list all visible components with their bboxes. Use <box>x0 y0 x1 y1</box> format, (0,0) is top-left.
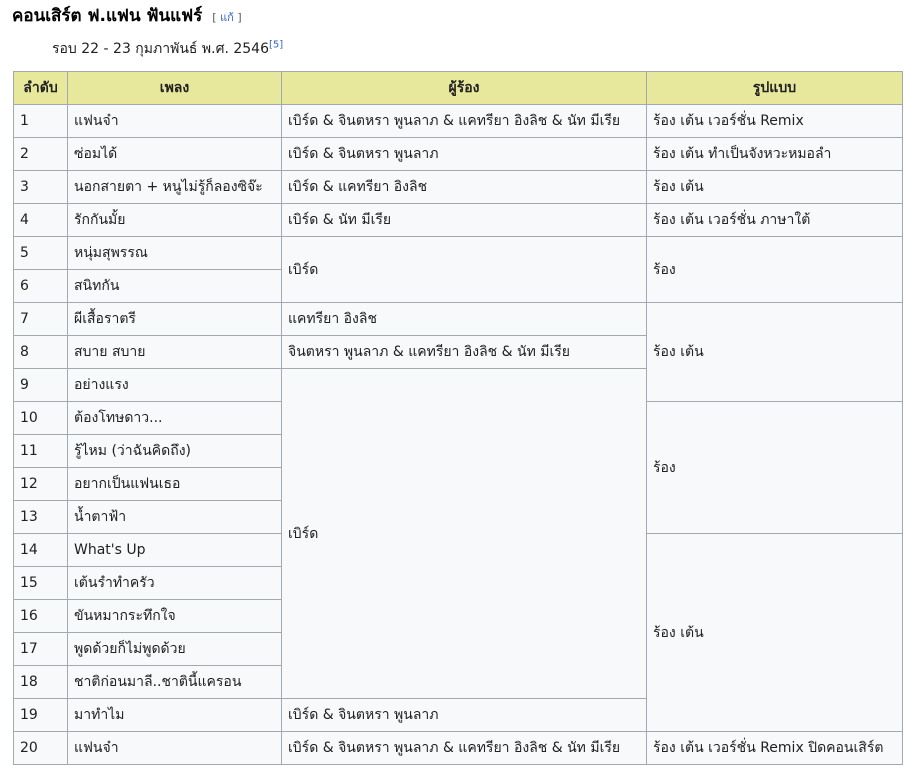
style-cell: ร้อง <box>647 237 903 303</box>
song-cell: มาทำไม <box>68 699 282 732</box>
table-row <box>14 171 903 204</box>
order-cell: 8 <box>14 336 68 369</box>
edit-bracket-close: ] <box>233 11 242 24</box>
order-cell: 16 <box>14 600 68 633</box>
order-cell: 6 <box>14 270 68 303</box>
song-cell: สนิทกัน <box>68 270 282 303</box>
order-cell: 4 <box>14 204 68 237</box>
order-cell: 10 <box>14 402 68 435</box>
singer-cell: เบิร์ด & จินตหรา พูนลาภ & แคทรียา อิงลิช & นัท มีเรีย <box>282 105 647 138</box>
edit-section-link[interactable]: แก้ <box>220 11 234 24</box>
song-cell: พูดด้วยก็ไม่พูดด้วย <box>68 633 282 666</box>
order-cell: 1 <box>14 105 68 138</box>
song-cell: รู้ไหม (ว่าฉันคิดถึง) <box>68 435 282 468</box>
song-cell: ขันหมากระทึกใจ <box>68 600 282 633</box>
order-cell: 11 <box>14 435 68 468</box>
song-cell: เต้นรำทำครัว <box>68 567 282 600</box>
song-cell: สบาย สบาย <box>68 336 282 369</box>
concert-dates-text: รอบ 22 - 23 กุมภาพันธ์ พ.ศ. 2546 <box>52 41 269 57</box>
song-cell: ผีเสื้อราตรี <box>68 303 282 336</box>
style-cell: ร้อง เต้น <box>647 534 903 732</box>
table-row <box>14 732 903 765</box>
header-order: ลำดับ <box>14 72 68 105</box>
song-cell: ซ่อมได้ <box>68 138 282 171</box>
table-row <box>14 138 903 171</box>
song-cell: อยากเป็นแฟนเธอ <box>68 468 282 501</box>
style-cell: ร้อง เต้น เวอร์ชั่น Remix <box>647 105 903 138</box>
song-cell: น้ำตาฟ้า <box>68 501 282 534</box>
singer-cell: เบิร์ด & จินตหรา พูนลาภ <box>282 699 647 732</box>
style-cell: ร้อง เต้น ทำเป็นจังหวะหมอลำ <box>647 138 903 171</box>
order-cell: 19 <box>14 699 68 732</box>
table-row <box>14 237 903 270</box>
song-cell: รักกันมั้ย <box>68 204 282 237</box>
song-cell: ชาติก่อนมาลี..ชาตินี้แครอน <box>68 666 282 699</box>
concert-dates <box>52 38 283 60</box>
table-row <box>14 105 903 138</box>
section-heading <box>12 2 242 30</box>
order-cell: 17 <box>14 633 68 666</box>
singer-cell: แคทรียา อิงลิช <box>282 303 647 336</box>
style-cell: ร้อง เต้น <box>647 303 903 402</box>
order-cell: 7 <box>14 303 68 336</box>
singer-cell: เบิร์ด & นัท มีเรีย <box>282 204 647 237</box>
style-cell: ร้อง เต้น เวอร์ชั่น ภาษาใต้ <box>647 204 903 237</box>
order-cell: 20 <box>14 732 68 765</box>
header-song: เพลง <box>68 72 282 105</box>
order-cell: 18 <box>14 666 68 699</box>
edit-section <box>212 8 241 26</box>
singer-cell: เบิร์ด <box>282 369 647 699</box>
song-cell: แฟนจ๋า <box>68 732 282 765</box>
song-cell: แฟนจ๋า <box>68 105 282 138</box>
reference-link[interactable]: [5] <box>268 39 284 51</box>
song-cell: ต้องโทษดาว... <box>68 402 282 435</box>
edit-bracket-open: [ <box>212 11 221 24</box>
table-row <box>14 303 903 336</box>
singer-cell: เบิร์ด & จินตหรา พูนลาภ & แคทรียา อิงลิช & นัท มีเรีย <box>282 732 647 765</box>
order-cell: 12 <box>14 468 68 501</box>
style-cell: ร้อง เต้น เวอร์ชั่น Remix ปิดคอนเสิร์ต <box>647 732 903 765</box>
order-cell: 3 <box>14 171 68 204</box>
singer-cell: เบิร์ด <box>282 237 647 303</box>
song-cell: What's Up <box>68 534 282 567</box>
style-cell: ร้อง เต้น <box>647 171 903 204</box>
order-cell: 5 <box>14 237 68 270</box>
order-cell: 9 <box>14 369 68 402</box>
order-cell: 14 <box>14 534 68 567</box>
table-row <box>14 204 903 237</box>
song-cell: นอกสายตา + หนูไม่รู้ก็ลองซิจ๊ะ <box>68 171 282 204</box>
singer-cell: เบิร์ด & แคทรียา อิงลิช <box>282 171 647 204</box>
style-cell: ร้อง <box>647 402 903 534</box>
table-header-row <box>14 72 903 105</box>
song-cell: อย่างแรง <box>68 369 282 402</box>
header-singer: ผู้ร้อง <box>282 72 647 105</box>
order-cell: 13 <box>14 501 68 534</box>
singer-cell: เบิร์ด & จินตหรา พูนลาภ <box>282 138 647 171</box>
order-cell: 2 <box>14 138 68 171</box>
setlist-table <box>13 71 903 765</box>
song-cell: หนุ่มสุพรรณ <box>68 237 282 270</box>
section-title: คอนเสิร์ต ฟ.แฟน ฟันแฟร์ <box>12 6 203 26</box>
singer-cell: จินตหรา พูนลาภ & แคทรียา อิงลิช & นัท มีเรีย <box>282 336 647 369</box>
order-cell: 15 <box>14 567 68 600</box>
header-style: รูปแบบ <box>647 72 903 105</box>
